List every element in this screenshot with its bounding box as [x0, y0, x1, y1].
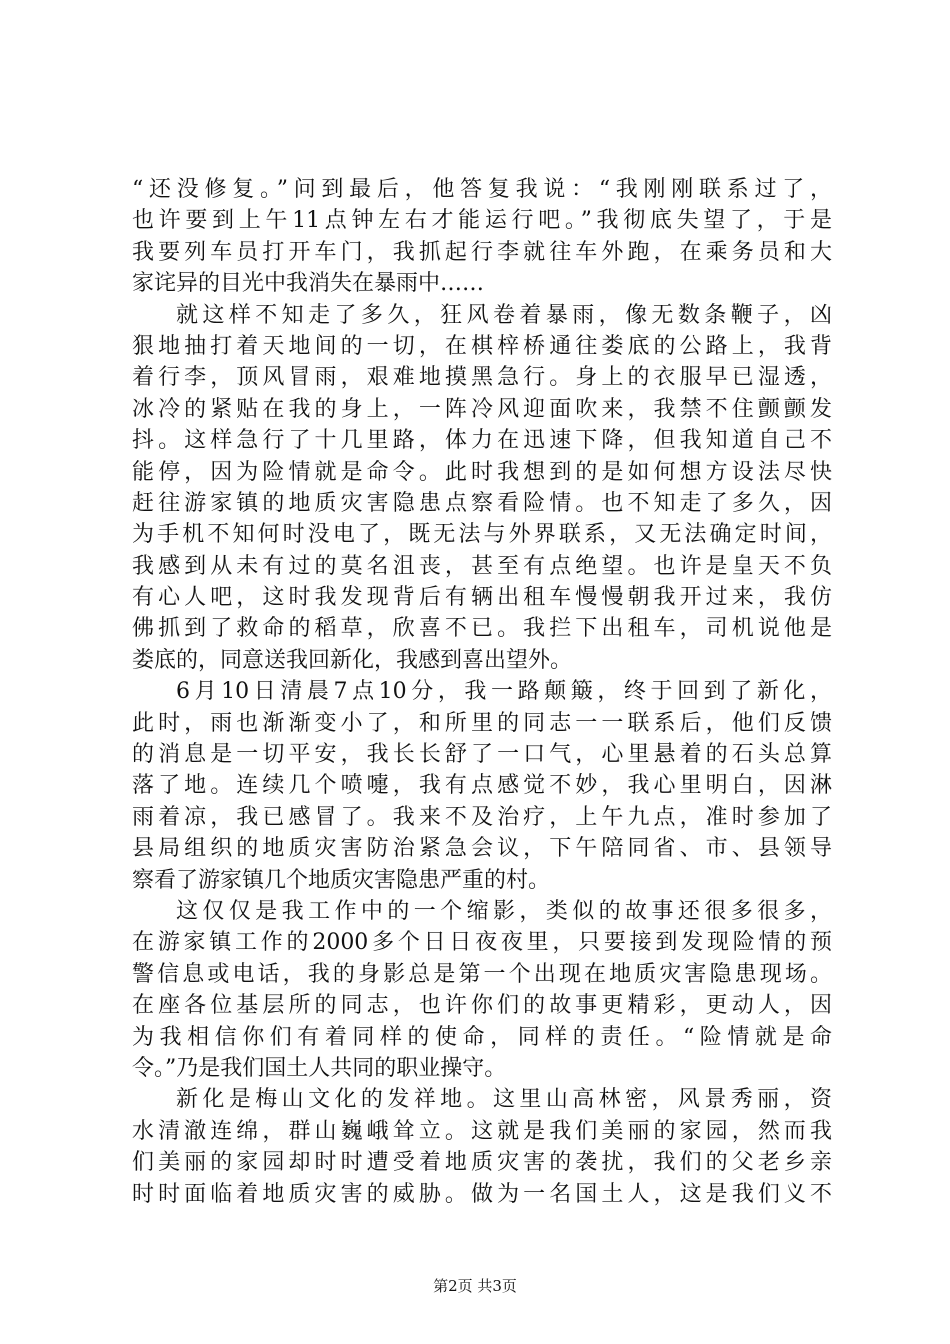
text-line: 佛抓到了救命的稻草，欣喜不已。我拦下出租车，司机说他是	[132, 616, 832, 642]
text-line: 抖。这样急行了十几里路，体力在迅速下降，但我知道自己不	[132, 428, 832, 454]
text-line: 水清澈连绵，群山巍峨耸立。这就是我们美丽的家园，然而我	[132, 1118, 832, 1144]
text-line: 娄底的，同意送我回新化，我感到喜出望外。	[132, 647, 573, 673]
text-line: 着行李，顶风冒雨，艰难地摸黑急行。身上的衣服早已湿透，	[132, 365, 832, 391]
text-line: 落了地。连续几个喷嚏，我有点感觉不妙，我心里明白，因淋	[132, 773, 832, 799]
text-line: 县局组织的地质灾害防治紧急会议，下午陪同省、市、县领导	[132, 836, 832, 862]
text-line: 能停，因为险情就是命令。此时我想到的是如何想方设法尽快	[132, 459, 832, 485]
paragraph	[132, 300, 832, 677]
paragraph	[132, 896, 832, 1084]
text-line: 在座各位基层所的同志，也许你们的故事更精彩，更动人，因	[132, 993, 832, 1019]
text-line: 新化是梅山文化的发祥地。这里山高林密，风景秀丽，资	[176, 1087, 832, 1113]
paragraph	[132, 174, 832, 300]
text-line: 就这样不知走了多久，狂风卷着暴雨，像无数条鞭子，凶	[176, 302, 832, 328]
text-line: 家诧异的目光中我消失在暴雨中……	[132, 271, 485, 297]
text-line: 的消息是一切平安，我长长舒了一口气，心里悬着的石头总算	[132, 742, 832, 768]
text-line: 6月10日清晨7点10分，我一路颠簸，终于回到了新化，	[176, 679, 832, 705]
text-line: 们美丽的家园却时时遭受着地质灾害的袭扰，我们的父老乡亲	[132, 1150, 832, 1176]
text-line: 也许要到上午11点钟左右才能运行吧。”我彻底失望了，于是	[132, 208, 832, 234]
body-text	[132, 174, 832, 1210]
text-line: 这仅仅是我工作中的一个缩影，类似的故事还很多很多，	[176, 898, 832, 924]
text-line: 我感到从未有过的莫名沮丧，甚至有点绝望。也许是皇天不负	[132, 553, 832, 579]
text-line: 有心人吧，这时我发现背后有辆出租车慢慢朝我开过来，我仿	[132, 585, 832, 611]
text-line: 此时，雨也渐渐变小了，和所里的同志一一联系后，他们反馈	[132, 710, 832, 736]
text-line: 赶往游家镇的地质灾害隐患点察看险情。也不知走了多久，因	[132, 490, 832, 516]
text-line: 为我相信你们有着同样的使命，同样的责任。“险情就是命	[132, 1024, 832, 1050]
paragraph	[132, 676, 832, 896]
text-line: 为手机不知何时没电了，既无法与外界联系，又无法确定时间，	[132, 522, 832, 548]
paragraph	[132, 1084, 832, 1210]
text-line: 时时面临着地质灾害的威胁。做为一名国土人，这是我们义不	[132, 1181, 832, 1207]
text-line: “还没修复。”问到最后，他答复我说：“我刚刚联系过了，	[132, 177, 832, 202]
text-line: 警信息或电话，我的身影总是第一个出现在地质灾害隐患现场。	[132, 961, 832, 987]
text-line: 狠地抽打着天地间的一切，在棋梓桥通往娄底的公路上，我背	[132, 333, 832, 359]
text-line: 雨着凉，我已感冒了。我来不及治疗，上午九点，准时参加了	[132, 804, 832, 830]
text-line: 冰冷的紧贴在我的身上，一阵冷风迎面吹来，我禁不住颤颤发	[132, 396, 832, 422]
text-line: 令。”乃是我们国土人共同的职业操守。	[132, 1055, 507, 1081]
text-line: 察看了游家镇几个地质灾害隐患严重的村。	[132, 867, 551, 893]
text-line: 我要列车员打开车门，我抓起行李就往车外跑，在乘务员和大	[132, 239, 832, 265]
text-line: 在游家镇工作的2000多个日日夜夜里，只要接到发现险情的预	[132, 930, 832, 956]
page-number-footer: 第2页 共3页	[433, 1277, 517, 1295]
